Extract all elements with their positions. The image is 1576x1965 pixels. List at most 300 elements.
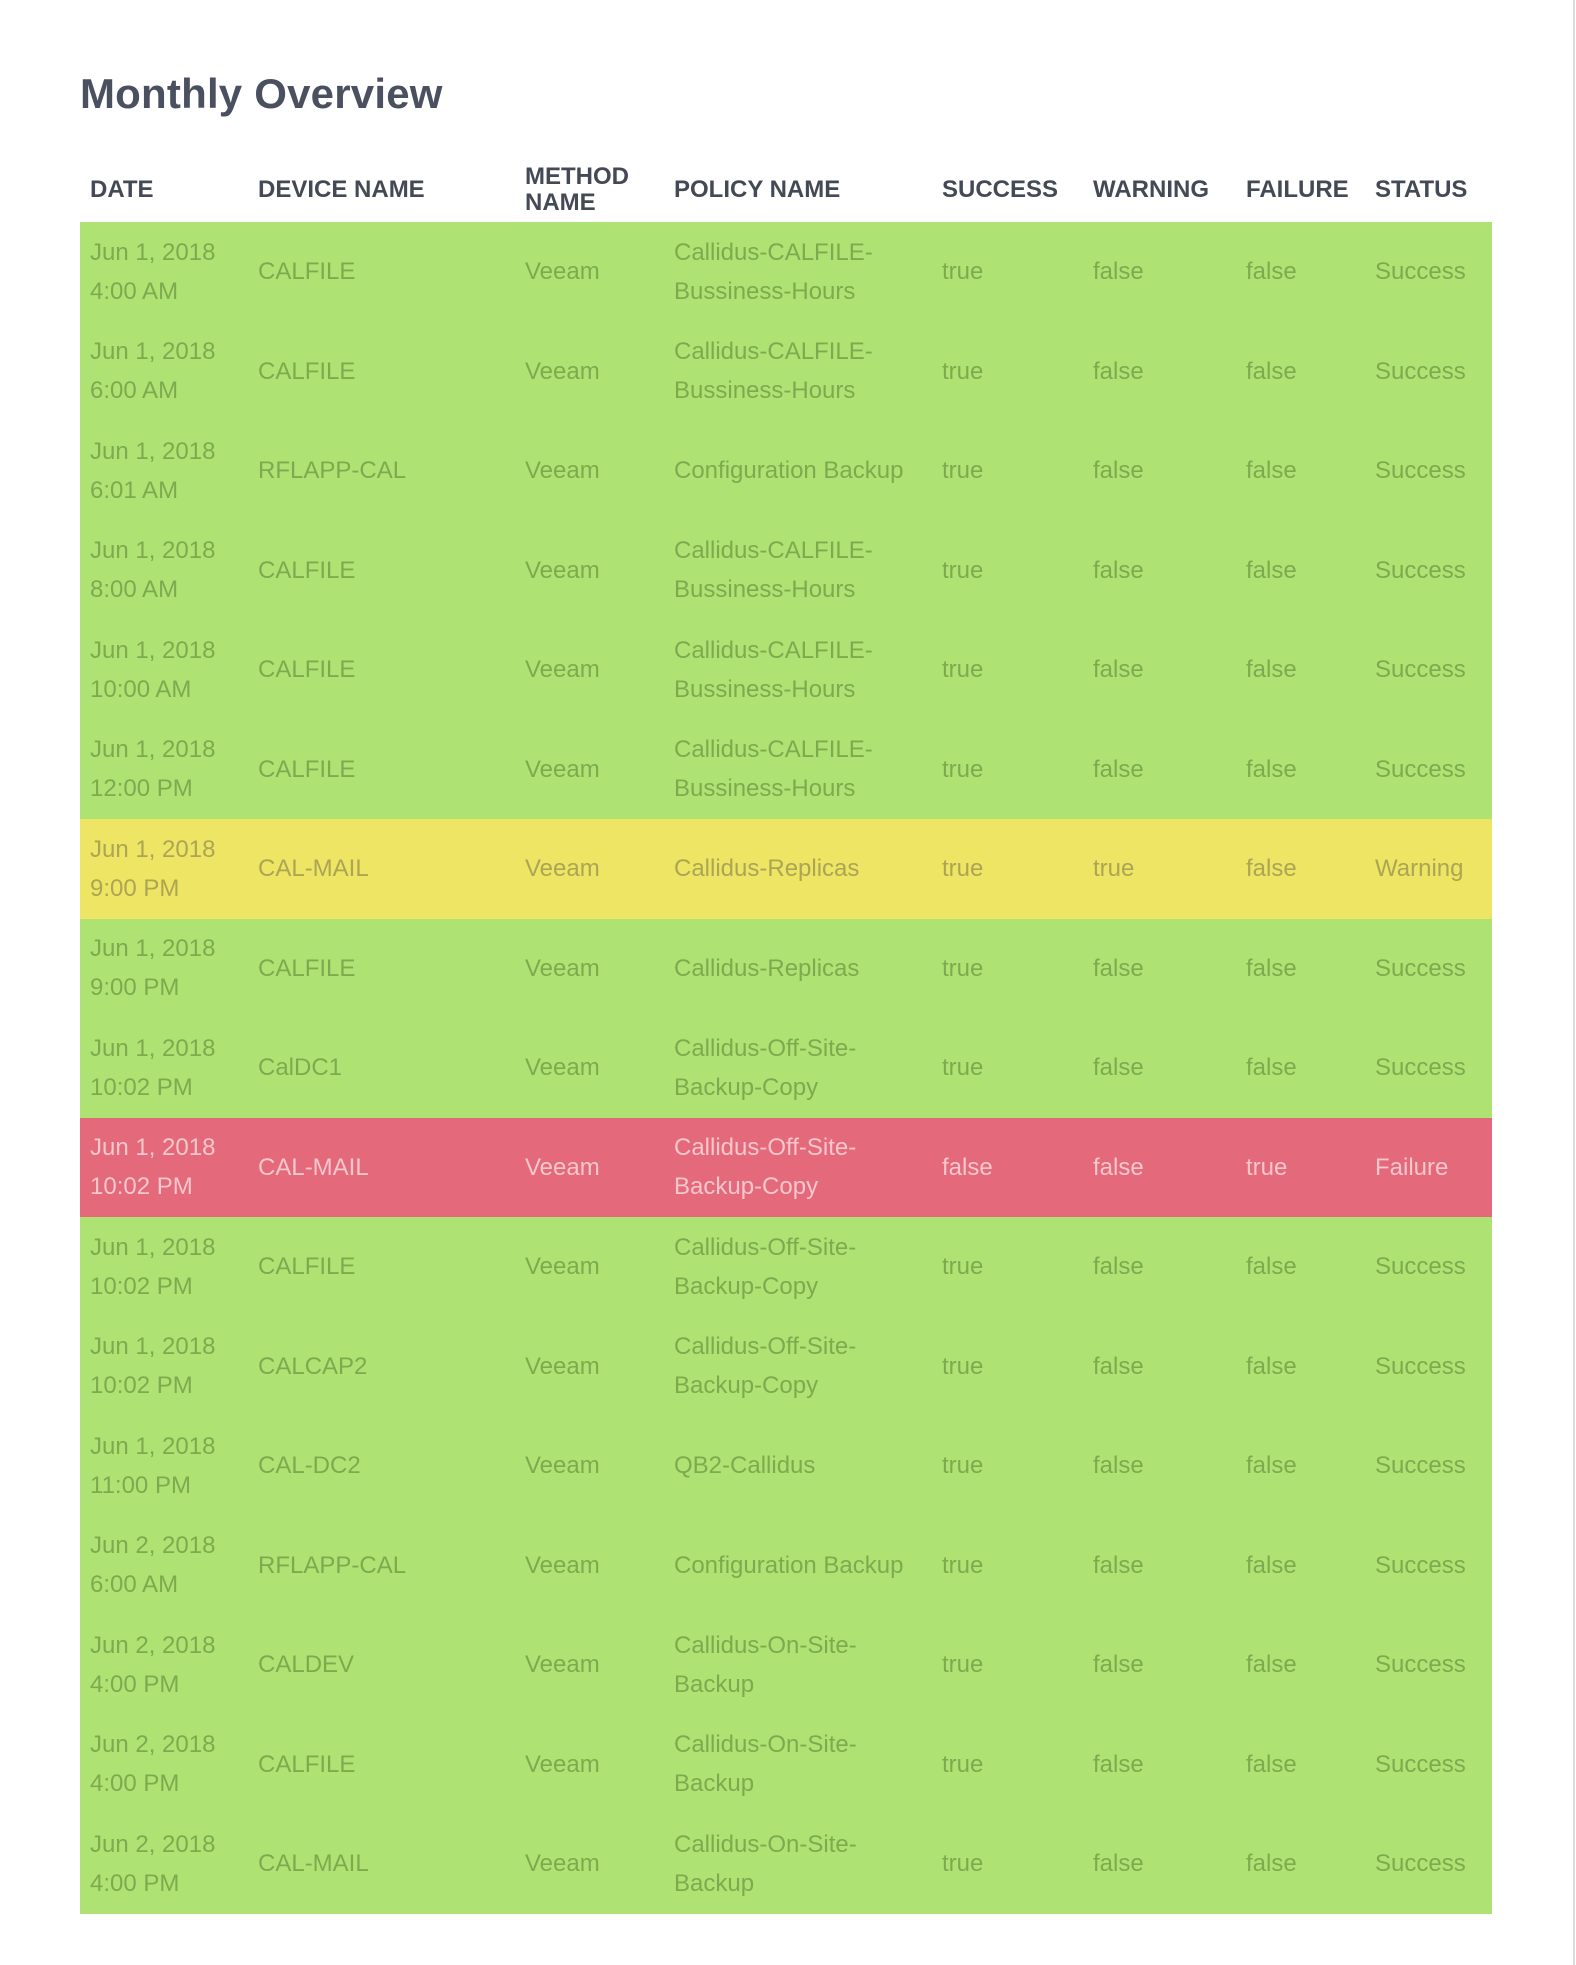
cell-method-name [515,1317,664,1417]
warning-value: false [1093,1352,1144,1380]
failure-value: false [1246,1551,1297,1579]
policy-name-line1: Callidus-On-Site- [674,1830,857,1858]
cell-date [80,1118,248,1218]
cell-status [1365,521,1492,621]
cell-device-name [248,521,515,621]
warning-value: false [1093,1750,1144,1778]
cell-success [932,1615,1083,1715]
policy-name-line2: Backup-Copy [674,1073,819,1101]
cell-device-name [248,1416,515,1516]
cell-date [80,322,248,422]
cell-warning [1083,222,1236,322]
failure-value: false [1246,755,1297,783]
cell-date [80,521,248,621]
cell-policy-name [664,720,932,820]
column-header-status[interactable]: STATUS [1375,176,1468,203]
policy-name-line1: Configuration Backup [674,1551,904,1579]
cell-status [1365,222,1492,322]
cell-success [932,1516,1083,1616]
date-text: Jun 1, 2018 [90,1233,216,1261]
cell-policy-name [664,1516,932,1616]
status-text: Warning [1375,855,1464,883]
method-name-text: Veeam [525,954,600,982]
cell-status [1365,1516,1492,1616]
device-name-text: RFLAPP-CAL [258,1551,407,1579]
table-row[interactable] [80,1317,1492,1417]
table-row[interactable] [80,1416,1492,1516]
method-name-text: Veeam [525,1054,600,1082]
policy-name-line1: Callidus-Off-Site- [674,1134,857,1162]
cell-date [80,1416,248,1516]
cell-status [1365,1715,1492,1815]
cell-device-name [248,421,515,521]
cell-date [80,819,248,919]
device-name-text: CAL-MAIL [258,1850,369,1878]
cell-status [1365,1416,1492,1516]
cell-method-name [515,1217,664,1317]
cell-status [1365,1018,1492,1118]
cell-status [1365,1615,1492,1715]
method-name-text: Veeam [525,1352,600,1380]
column-header-warning[interactable]: WARNING [1093,176,1209,203]
table-row[interactable] [80,919,1492,1019]
cell-success [932,521,1083,621]
time-text: 10:02 PM [90,1272,193,1300]
table-header-row [80,150,1492,222]
warning-value: false [1093,1551,1144,1579]
cell-success [932,1814,1083,1914]
policy-name-line1: Callidus-Replicas [674,855,860,883]
cell-status [1365,421,1492,521]
cell-warning [1083,1814,1236,1914]
cell-method-name [515,322,664,422]
table-row[interactable] [80,1018,1492,1118]
cell-date [80,421,248,521]
cell-failure [1236,1715,1365,1815]
device-name-text: CALFILE [258,556,356,584]
failure-value: false [1246,357,1297,385]
method-name-text: Veeam [525,755,600,783]
time-text: 11:00 PM [90,1471,191,1499]
date-text: Jun 1, 2018 [90,437,216,465]
cell-policy-name [664,1217,932,1317]
date-text: Jun 1, 2018 [90,1432,216,1460]
status-text: Success [1375,1352,1466,1380]
method-name-text: Veeam [525,457,600,485]
policy-name-line1: Callidus-Off-Site- [674,1034,857,1062]
cell-failure [1236,421,1365,521]
cell-failure [1236,1416,1365,1516]
cell-method-name [515,1814,664,1914]
status-text: Success [1375,1253,1466,1281]
cell-method-name [515,222,664,322]
cell-policy-name [664,1416,932,1516]
cell-device-name [248,1516,515,1616]
policy-name-line2: Bussiness-Hours [674,277,856,305]
column-header-policy-name[interactable]: POLICY NAME [674,176,841,203]
date-text: Jun 1, 2018 [90,636,216,664]
device-name-text: CALFILE [258,1253,356,1281]
cell-failure [1236,222,1365,322]
device-name-text: CAL-MAIL [258,1153,369,1181]
cell-method-name [515,919,664,1019]
cell-success [932,1217,1083,1317]
column-header-device-name[interactable]: DEVICE NAME [258,176,425,203]
cell-status [1365,322,1492,422]
cell-failure [1236,1317,1365,1417]
date-text: Jun 2, 2018 [90,1631,216,1659]
cell-device-name [248,1018,515,1118]
cell-device-name [248,1317,515,1417]
page-edge-divider [1573,0,1575,1965]
success-value: true [942,1352,984,1380]
date-text: Jun 1, 2018 [90,736,216,764]
cell-method-name [515,720,664,820]
time-text: 4:00 PM [90,1869,180,1897]
device-name-text: CALFILE [258,357,356,385]
time-text: 4:00 PM [90,1770,180,1798]
success-value: true [942,1551,984,1579]
success-value: true [942,556,984,584]
cell-warning [1083,521,1236,621]
warning-value: false [1093,1153,1144,1181]
cell-status [1365,1118,1492,1218]
column-header-date[interactable]: DATE [90,176,154,203]
success-value: true [942,1452,984,1480]
device-name-text: CAL-DC2 [258,1452,361,1480]
policy-name-line2: Backup [674,1869,755,1897]
failure-value: false [1246,855,1297,883]
failure-value: false [1246,1352,1297,1380]
table-row[interactable] [80,1118,1492,1218]
policy-name-line1: QB2-Callidus [674,1452,816,1480]
date-text: Jun 1, 2018 [90,1134,216,1162]
cell-warning [1083,919,1236,1019]
cell-method-name [515,819,664,919]
warning-value: false [1093,258,1144,286]
cell-success [932,919,1083,1019]
cell-warning [1083,720,1236,820]
cell-success [932,720,1083,820]
date-text: Jun 2, 2018 [90,1830,216,1858]
cell-failure [1236,1217,1365,1317]
date-text: Jun 1, 2018 [90,1333,216,1361]
success-value: true [942,656,984,684]
cell-failure [1236,819,1365,919]
success-value: true [942,258,984,286]
status-text: Success [1375,1750,1466,1778]
cell-device-name [248,1615,515,1715]
policy-name-line1: Configuration Backup [674,457,904,485]
cell-warning [1083,1217,1236,1317]
policy-name-line1: Callidus-Replicas [674,954,860,982]
policy-name-line1: Callidus-CALFILE- [674,238,873,266]
status-text: Success [1375,755,1466,783]
overview-table [80,150,1492,1914]
cell-policy-name [664,1317,932,1417]
cell-warning [1083,1615,1236,1715]
failure-value: false [1246,656,1297,684]
cell-success [932,222,1083,322]
success-value: true [942,1750,984,1778]
time-text: 10:02 PM [90,1073,193,1101]
table-row[interactable] [80,322,1492,422]
status-text: Failure [1375,1153,1449,1181]
cell-warning [1083,620,1236,720]
cell-method-name [515,421,664,521]
cell-device-name [248,1118,515,1218]
cell-policy-name [664,1814,932,1914]
policy-name-line1: Callidus-CALFILE- [674,537,873,565]
time-text: 9:00 PM [90,974,180,1002]
device-name-text: CALDEV [258,1651,355,1679]
cell-failure [1236,1615,1365,1715]
table-row[interactable] [80,620,1492,720]
cell-policy-name [664,620,932,720]
cell-success [932,620,1083,720]
status-text: Success [1375,656,1466,684]
policy-name-line1: Callidus-Off-Site- [674,1233,857,1261]
cell-success [932,819,1083,919]
column-header-success[interactable]: SUCCESS [942,176,1059,203]
cell-date [80,620,248,720]
cell-policy-name [664,1715,932,1815]
status-text: Success [1375,1551,1466,1579]
cell-device-name [248,620,515,720]
method-name-text: Veeam [525,556,600,584]
cell-policy-name [664,521,932,621]
policy-name-line2: Bussiness-Hours [674,576,856,604]
status-text: Success [1375,1452,1466,1480]
warning-value: false [1093,1850,1144,1878]
success-value: true [942,954,984,982]
page-title: Monthly Overview [80,70,443,117]
method-name-text: Veeam [525,258,600,286]
column-header-failure[interactable]: FAILURE [1246,176,1349,203]
cell-failure [1236,1516,1365,1616]
time-text: 10:02 PM [90,1173,193,1201]
success-value: true [942,1253,984,1281]
policy-name-line2: Backup [674,1670,755,1698]
cell-method-name [515,1715,664,1815]
policy-name-line1: Callidus-On-Site- [674,1631,857,1659]
table-row[interactable] [80,1814,1492,1914]
cell-date [80,1217,248,1317]
cell-failure [1236,1814,1365,1914]
column-header-method-name[interactable]: METHOD NAME [525,163,629,216]
method-name-text: Veeam [525,1452,600,1480]
failure-value: false [1246,556,1297,584]
cell-device-name [248,322,515,422]
success-value: true [942,855,984,883]
cell-success [932,322,1083,422]
cell-policy-name [664,322,932,422]
method-name-text: Veeam [525,1253,600,1281]
time-text: 6:00 AM [90,1571,179,1599]
policy-name-line2: Bussiness-Hours [674,377,856,405]
cell-date [80,1516,248,1616]
cell-status [1365,720,1492,820]
cell-success [932,1018,1083,1118]
table-row[interactable] [80,819,1492,919]
method-name-text: Veeam [525,656,600,684]
cell-status [1365,1317,1492,1417]
method-name-text: Veeam [525,1651,600,1679]
cell-device-name [248,720,515,820]
cell-warning [1083,1018,1236,1118]
method-name-text: Veeam [525,1850,600,1878]
cell-date [80,1317,248,1417]
cell-date [80,1615,248,1715]
status-text: Success [1375,556,1466,584]
success-value: true [942,755,984,783]
table-row[interactable] [80,1516,1492,1616]
warning-value: true [1093,855,1135,883]
status-text: Success [1375,258,1466,286]
failure-value: false [1246,1253,1297,1281]
time-text: 10:02 PM [90,1372,193,1400]
method-name-text: Veeam [525,1750,600,1778]
failure-value: false [1246,1850,1297,1878]
cell-warning [1083,1416,1236,1516]
device-name-text: RFLAPP-CAL [258,457,407,485]
cell-policy-name [664,1615,932,1715]
cell-warning [1083,421,1236,521]
status-text: Success [1375,954,1466,982]
time-text: 6:00 AM [90,377,179,405]
cell-date [80,1018,248,1118]
table-row[interactable] [80,421,1492,521]
time-text: 10:00 AM [90,675,192,703]
policy-name-line2: Backup-Copy [674,1173,819,1201]
status-text: Success [1375,1850,1466,1878]
warning-value: false [1093,1054,1144,1082]
success-value: true [942,1054,984,1082]
policy-name-line2: Backup-Copy [674,1372,819,1400]
failure-value: false [1246,954,1297,982]
cell-method-name [515,620,664,720]
cell-failure [1236,1118,1365,1218]
table-row[interactable] [80,1715,1492,1815]
method-name-text: Veeam [525,1153,600,1181]
table-row[interactable] [80,1217,1492,1317]
cell-date [80,1715,248,1815]
table-row[interactable] [80,1615,1492,1715]
time-text: 12:00 PM [90,775,193,803]
warning-value: false [1093,1452,1144,1480]
failure-value: false [1246,258,1297,286]
cell-success [932,1317,1083,1417]
table-row[interactable] [80,521,1492,621]
policy-name-line1: Callidus-CALFILE- [674,636,873,664]
device-name-text: CALFILE [258,258,356,286]
status-text: Success [1375,357,1466,385]
policy-name-line2: Bussiness-Hours [674,775,856,803]
policy-name-line2: Backup [674,1770,755,1798]
success-value: true [942,357,984,385]
policy-name-line1: Callidus-On-Site- [674,1731,857,1759]
time-text: 4:00 PM [90,1670,180,1698]
cell-policy-name [664,919,932,1019]
policy-name-line1: Callidus-CALFILE- [674,736,873,764]
status-text: Success [1375,457,1466,485]
date-text: Jun 1, 2018 [90,935,216,963]
status-text: Success [1375,1054,1466,1082]
cell-method-name [515,1615,664,1715]
cell-date [80,720,248,820]
cell-method-name [515,1018,664,1118]
warning-value: false [1093,1253,1144,1281]
method-name-text: Veeam [525,357,600,385]
cell-failure [1236,720,1365,820]
cell-success [932,421,1083,521]
method-name-text: Veeam [525,1551,600,1579]
warning-value: false [1093,457,1144,485]
date-text: Jun 1, 2018 [90,537,216,565]
cell-status [1365,620,1492,720]
cell-date [80,1814,248,1914]
cell-success [932,1118,1083,1218]
cell-status [1365,1217,1492,1317]
device-name-text: CAL-MAIL [258,855,369,883]
table-row[interactable] [80,222,1492,322]
status-text: Success [1375,1651,1466,1679]
cell-policy-name [664,819,932,919]
time-text: 9:00 PM [90,874,180,902]
cell-device-name [248,222,515,322]
cell-date [80,222,248,322]
warning-value: false [1093,755,1144,783]
date-text: Jun 2, 2018 [90,1532,216,1560]
table-row[interactable] [80,720,1492,820]
device-name-text: CALFILE [258,1750,356,1778]
cell-warning [1083,1715,1236,1815]
cell-policy-name [664,1118,932,1218]
success-value: true [942,1651,984,1679]
failure-value: false [1246,1452,1297,1480]
date-text: Jun 1, 2018 [90,835,216,863]
cell-device-name [248,1814,515,1914]
cell-warning [1083,1516,1236,1616]
date-text: Jun 1, 2018 [90,1034,216,1062]
cell-failure [1236,620,1365,720]
cell-failure [1236,322,1365,422]
cell-status [1365,819,1492,919]
method-name-text: Veeam [525,855,600,883]
device-name-text: CalDC1 [258,1054,343,1082]
cell-policy-name [664,222,932,322]
cell-warning [1083,1317,1236,1417]
success-value: true [942,1850,984,1878]
policy-name-line2: Backup-Copy [674,1272,819,1300]
policy-name-line2: Bussiness-Hours [674,675,856,703]
success-value: false [942,1153,993,1181]
cell-method-name [515,1516,664,1616]
device-name-text: CALFILE [258,954,356,982]
time-text: 6:01 AM [90,476,179,504]
time-text: 4:00 AM [90,277,179,305]
policy-name-line1: Callidus-CALFILE- [674,338,873,366]
cell-date [80,919,248,1019]
cell-device-name [248,919,515,1019]
cell-failure [1236,1018,1365,1118]
device-name-text: CALFILE [258,755,356,783]
warning-value: false [1093,1651,1144,1679]
failure-value: false [1246,1651,1297,1679]
success-value: true [942,457,984,485]
date-text: Jun 2, 2018 [90,1731,216,1759]
failure-value: false [1246,1054,1297,1082]
